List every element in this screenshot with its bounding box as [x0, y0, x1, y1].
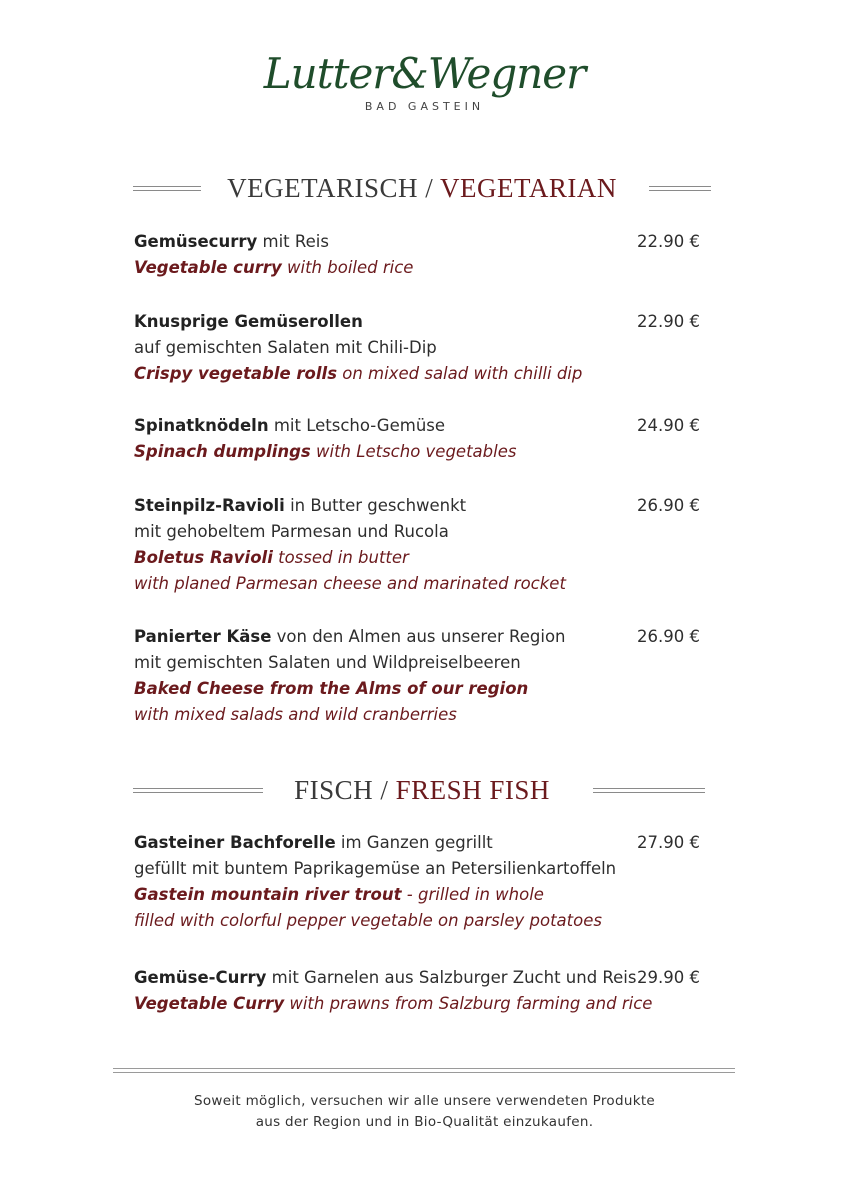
item-name-en: Gastein mountain river trout - grilled in whole: [134, 885, 544, 904]
section-title: FISCH / FRESH FISH: [294, 775, 550, 805]
section-heading-vegetarian: [133, 170, 711, 210]
item-name-de: Gemüse-Curry mit Garnelen aus Salzburger Zucht und Reis: [134, 968, 637, 987]
item-desc-de: auf gemischten Salaten mit Chili-Dip: [134, 338, 437, 357]
heading-rule-right: [649, 186, 711, 191]
item-price: 29.90 €: [637, 968, 700, 987]
item-name-en: Vegetable Curry with prawns from Salzburg farming and rice: [134, 994, 653, 1013]
item-price: 22.90 €: [637, 312, 700, 331]
menu-item: [134, 965, 700, 1017]
menu-item: [134, 413, 700, 465]
item-price: 27.90 €: [637, 833, 700, 852]
footer-line-2: aus der Region und in Bio-Qualität einzukaufen.: [255, 1114, 594, 1130]
logo-location: BAD GASTEIN: [364, 100, 485, 113]
item-desc-en: with planed Parmesan cheese and marinated rocket: [134, 574, 566, 593]
item-price: 22.90 €: [637, 232, 700, 251]
footer-note: [0, 1091, 849, 1133]
section-heading-fish: [133, 772, 711, 812]
item-name-en: Vegetable curry with boiled rice: [134, 258, 414, 277]
item-price: 26.90 €: [637, 496, 700, 515]
item-name-de: Gasteiner Bachforelle im Ganzen gegrillt: [134, 833, 493, 852]
item-name-de: Steinpilz-Ravioli in Butter geschwenkt: [134, 496, 467, 515]
item-desc-en: with mixed salads and wild cranberries: [134, 705, 457, 724]
section-title: VEGETARISCH / VEGETARIAN: [227, 173, 617, 203]
menu-item: [134, 229, 700, 281]
item-name-de: Panierter Käse von den Almen aus unserer Region: [134, 627, 566, 646]
footer-line-1: Soweit möglich, versuchen wir alle unsere verwendeten Produkte: [193, 1093, 656, 1109]
menu-item: [134, 493, 700, 597]
item-name-en: Crispy vegetable rolls on mixed salad with chilli dip: [134, 364, 583, 383]
item-name-en: Baked Cheese from the Alms of our region: [134, 679, 529, 698]
item-desc-de: mit gehobeltem Parmesan und Rucola: [134, 522, 449, 541]
item-desc-de: mit gemischten Salaten und Wildpreiselbeeren: [134, 653, 521, 672]
item-name-en: Boletus Ravioli tossed in butter: [134, 548, 409, 567]
restaurant-logo: [0, 48, 849, 113]
menu-item: [134, 624, 700, 728]
item-desc-en: filled with colorful pepper vegetable on parsley potatoes: [134, 911, 602, 930]
menu-item: [134, 830, 700, 934]
item-name-en: Spinach dumplings with Letscho vegetables: [134, 442, 517, 461]
item-desc-de: gefüllt mit buntem Paprikagemüse an Petersilienkartoffeln: [134, 859, 617, 878]
item-name-de: Gemüsecurry mit Reis: [134, 232, 329, 251]
item-name-de: Spinatknödeln mit Letscho-Gemüse: [134, 416, 446, 435]
heading-rule-right: [593, 788, 705, 793]
footer-divider: [113, 1068, 735, 1073]
item-name-de: Knusprige Gemüserollen: [134, 312, 363, 331]
item-price: 24.90 €: [637, 416, 700, 435]
menu-item: [134, 309, 700, 387]
item-price: 26.90 €: [637, 627, 700, 646]
logo-wordmark: Lutter&Wegner: [263, 49, 586, 98]
